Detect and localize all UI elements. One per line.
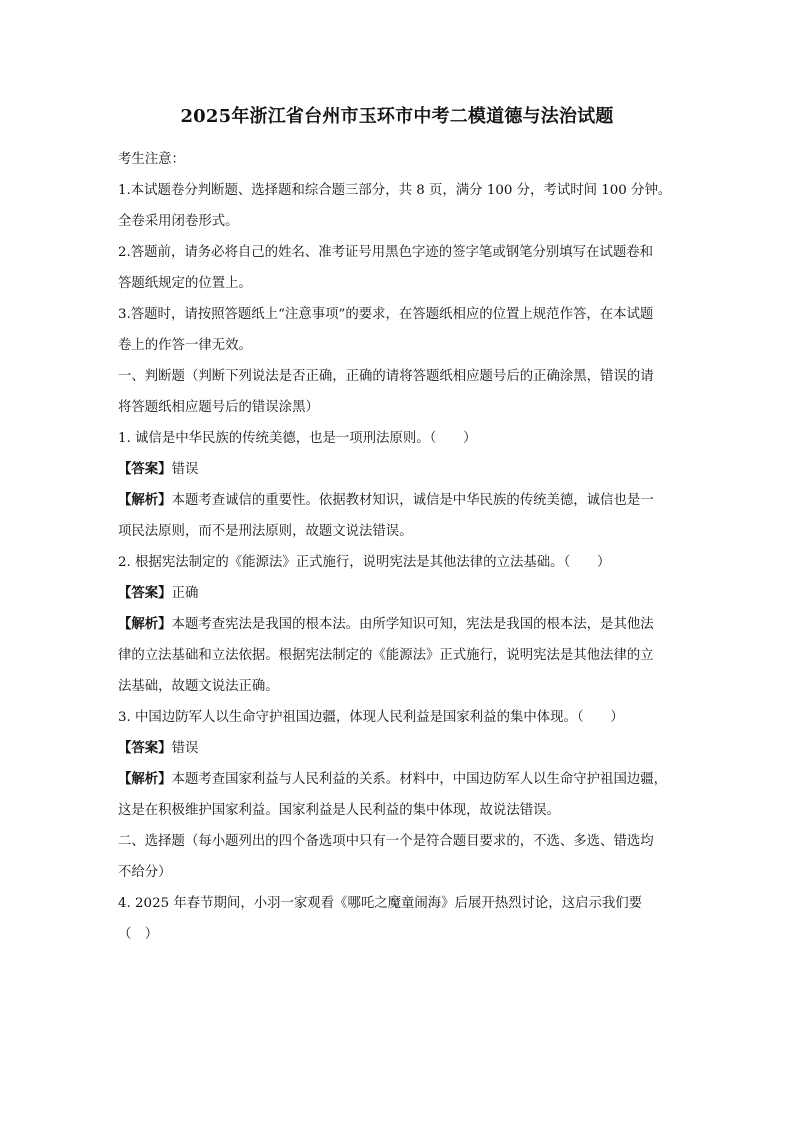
answer-tag: 【答案】 — [118, 461, 172, 477]
section-heading: 二、选择题（每小题列出的四个备选项中只有一个是符合题目要求的，不选、多选、错选均 — [118, 834, 654, 849]
answer-value: 错误 — [171, 741, 199, 756]
notice-line: 2.答题前，请务必将自己的姓名、准考证号用黑色字迹的签字笔或钢笔分别填写在试题卷和 — [118, 245, 654, 260]
analysis-3-continued: 这是在积极维护国家利益。国家利益是人民利益的集中体现，故说法错误。 — [118, 803, 560, 818]
analysis-3 — [118, 764, 680, 795]
question-1: 1. 诚信是中华民族的传统美德，也是一项刑法原则。（ ） — [118, 431, 477, 446]
analysis-text: 本题考查诚信的重要性。依据教材知识，诚信是中华民族的传统美德，诚信也是一 — [171, 493, 654, 508]
answer-3 — [118, 733, 680, 764]
question-4-blank: （ ） — [118, 927, 159, 942]
notice-line: 3.答题时，请按照答题纸上“注意事项”的要求，在答题纸相应的位置上规范作答，在本试题 — [118, 307, 654, 322]
section-heading: 不给分） — [118, 865, 172, 880]
document-title: 2025年浙江省台州市玉环市中考二模道德与法治试题 — [180, 106, 614, 127]
answer-tag: 【答案】 — [118, 740, 172, 756]
analysis-text: 本题考查国家利益与人民利益的关系。材料中，中国边防军人以生命守护祖国边疆， — [171, 772, 668, 787]
answer-value: 错误 — [171, 462, 199, 477]
notice-line: 卷上的作答一律无效。 — [118, 338, 252, 353]
analysis-1 — [118, 485, 680, 516]
answer-1 — [118, 454, 680, 485]
question-3: 3. 中国边防军人以生命守护祖国边疆，体现人民利益是国家利益的集中体现。（ ） — [118, 710, 624, 725]
question-2: 2. 根据宪法制定的《能源法》正式施行，说明宪法是其他法律的立法基础。（ ） — [118, 555, 611, 570]
analysis-2 — [118, 609, 680, 640]
analysis-text: 本题考查宪法是我国的根本法。由所学知识可知，宪法是我国的根本法，是其他法 — [171, 617, 654, 632]
section-heading: 将答题纸相应题号后的错误涂黑） — [118, 400, 319, 415]
answer-2 — [118, 578, 680, 609]
analysis-2-continued: 律的立法基础和立法依据。根据宪法制定的《能源法》正式施行，说明宪法是其他法律的立 — [118, 648, 654, 663]
analysis-tag: 【解析】 — [118, 492, 172, 508]
analysis-tag: 【解析】 — [118, 616, 172, 632]
analysis-tag: 【解析】 — [118, 771, 172, 787]
question-4: 4. 2025 年春节期间，小羽一家观看《哪吒之魔童闹海》后展开热烈讨论，这启示我们要 — [118, 896, 643, 911]
notice-line: 全卷采用闭卷形式。 — [118, 214, 239, 229]
document-body — [118, 144, 680, 950]
answer-value: 正确 — [171, 586, 199, 601]
analysis-2-continued: 法基础，故题文说法正确。 — [118, 679, 279, 694]
answer-tag: 【答案】 — [118, 585, 172, 601]
notice-line: 答题纸规定的位置上。 — [118, 276, 252, 291]
analysis-1-continued: 项民法原则，而不是刑法原则，故题文说法错误。 — [118, 524, 413, 539]
notice-heading: 考生注意： — [118, 152, 185, 167]
section-heading: 一、判断题（判断下列说法是否正确，正确的请将答题纸相应题号后的正确涂黑，错误的请 — [118, 369, 654, 384]
notice-line: 1.本试题卷分判断题、选择题和综合题三部分，共 8 页，满分 100 分，考试时间 100 分钟。 — [118, 183, 672, 198]
